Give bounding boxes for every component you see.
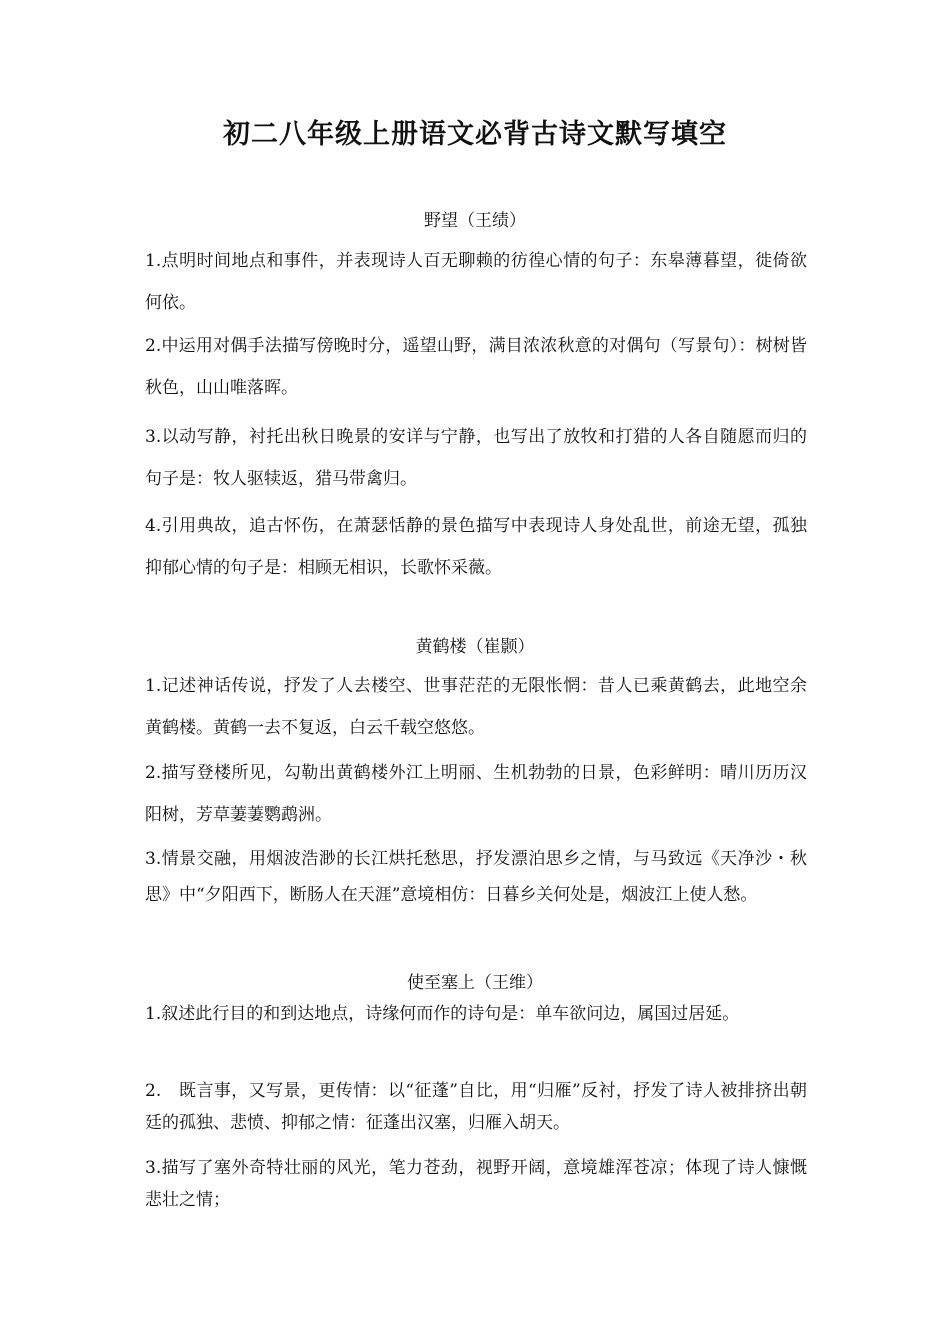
paragraph: 2.描写登楼所见，勾勒出黄鹤楼外江上明丽、生机勃勃的日景，色彩鲜明：晴川历历汉阳树，芳草萋萋鹦鹉洲。 bbox=[145, 763, 807, 825]
paragraph: 1.记述神话传说，抒发了人去楼空、世事茫茫的无限怅惘：昔人已乘黄鹤去，此地空余黄鹤楼。黄鹤一去不复返，白云千载空悠悠。 bbox=[145, 676, 807, 738]
paragraph: 1.叙述此行目的和到达地点，诗缘何而作的诗句是：单车欲问边，属国过居延。 bbox=[145, 1004, 740, 1024]
paragraph: 1.点明时间地点和事件，并表现诗人百无聊赖的彷徨心情的句子：东皋薄暮望，徙倚欲何依。 bbox=[145, 251, 807, 313]
paragraph: 4.引用典故，追古怀伤，在萧瑟恬静的景色描写中表现诗人身处乱世，前途无望，孤独抑郁心情的句子是：相顾无相识，长歌怀采薇。 bbox=[145, 516, 807, 578]
section-heading-shizhisaishang: 使至塞上（王维） bbox=[407, 973, 543, 993]
section-heading-yewang: 野望（王绩） bbox=[424, 211, 526, 231]
paragraph: 2. 既言事，又写景，更传情：以“征蓬”自比，用“归雁”反衬，抒发了诗人被排挤出朝廷的孤独、悲愤、抑郁之情：征蓬出汉塞，归雁入胡天。 bbox=[145, 1081, 807, 1133]
page-title: 初二八年级上册语文必背古诗文默写填空 bbox=[223, 119, 727, 150]
section-heading-huanghelou: 黄鹤楼（崔颢） bbox=[415, 637, 535, 657]
paragraph: 2.中运用对偶手法描写傍晚时分，遥望山野，满目浓浓秋意的对偶句（写景句）：树树皆秋色，山山唯落晖。 bbox=[145, 336, 807, 398]
paragraph: 3.描写了塞外奇特壮丽的风光，笔力苍劲，视野开阔，意境雄浑苍凉；体现了诗人慷慨悲壮之情； bbox=[145, 1158, 807, 1210]
paragraph: 3.以动写静，衬托出秋日晚景的安详与宁静，也写出了放牧和打猎的人各自随愿而归的句子是：牧人驱犊返，猎马带禽归。 bbox=[145, 427, 807, 489]
paragraph: 3.情景交融，用烟波浩渺的长江烘托愁思，抒发漂泊思乡之情，与马致远《天净沙・秋思》中“夕阳西下，断肠人在天涯”意境相仿：日暮乡关何处是，烟波江上使人愁。 bbox=[145, 849, 807, 905]
